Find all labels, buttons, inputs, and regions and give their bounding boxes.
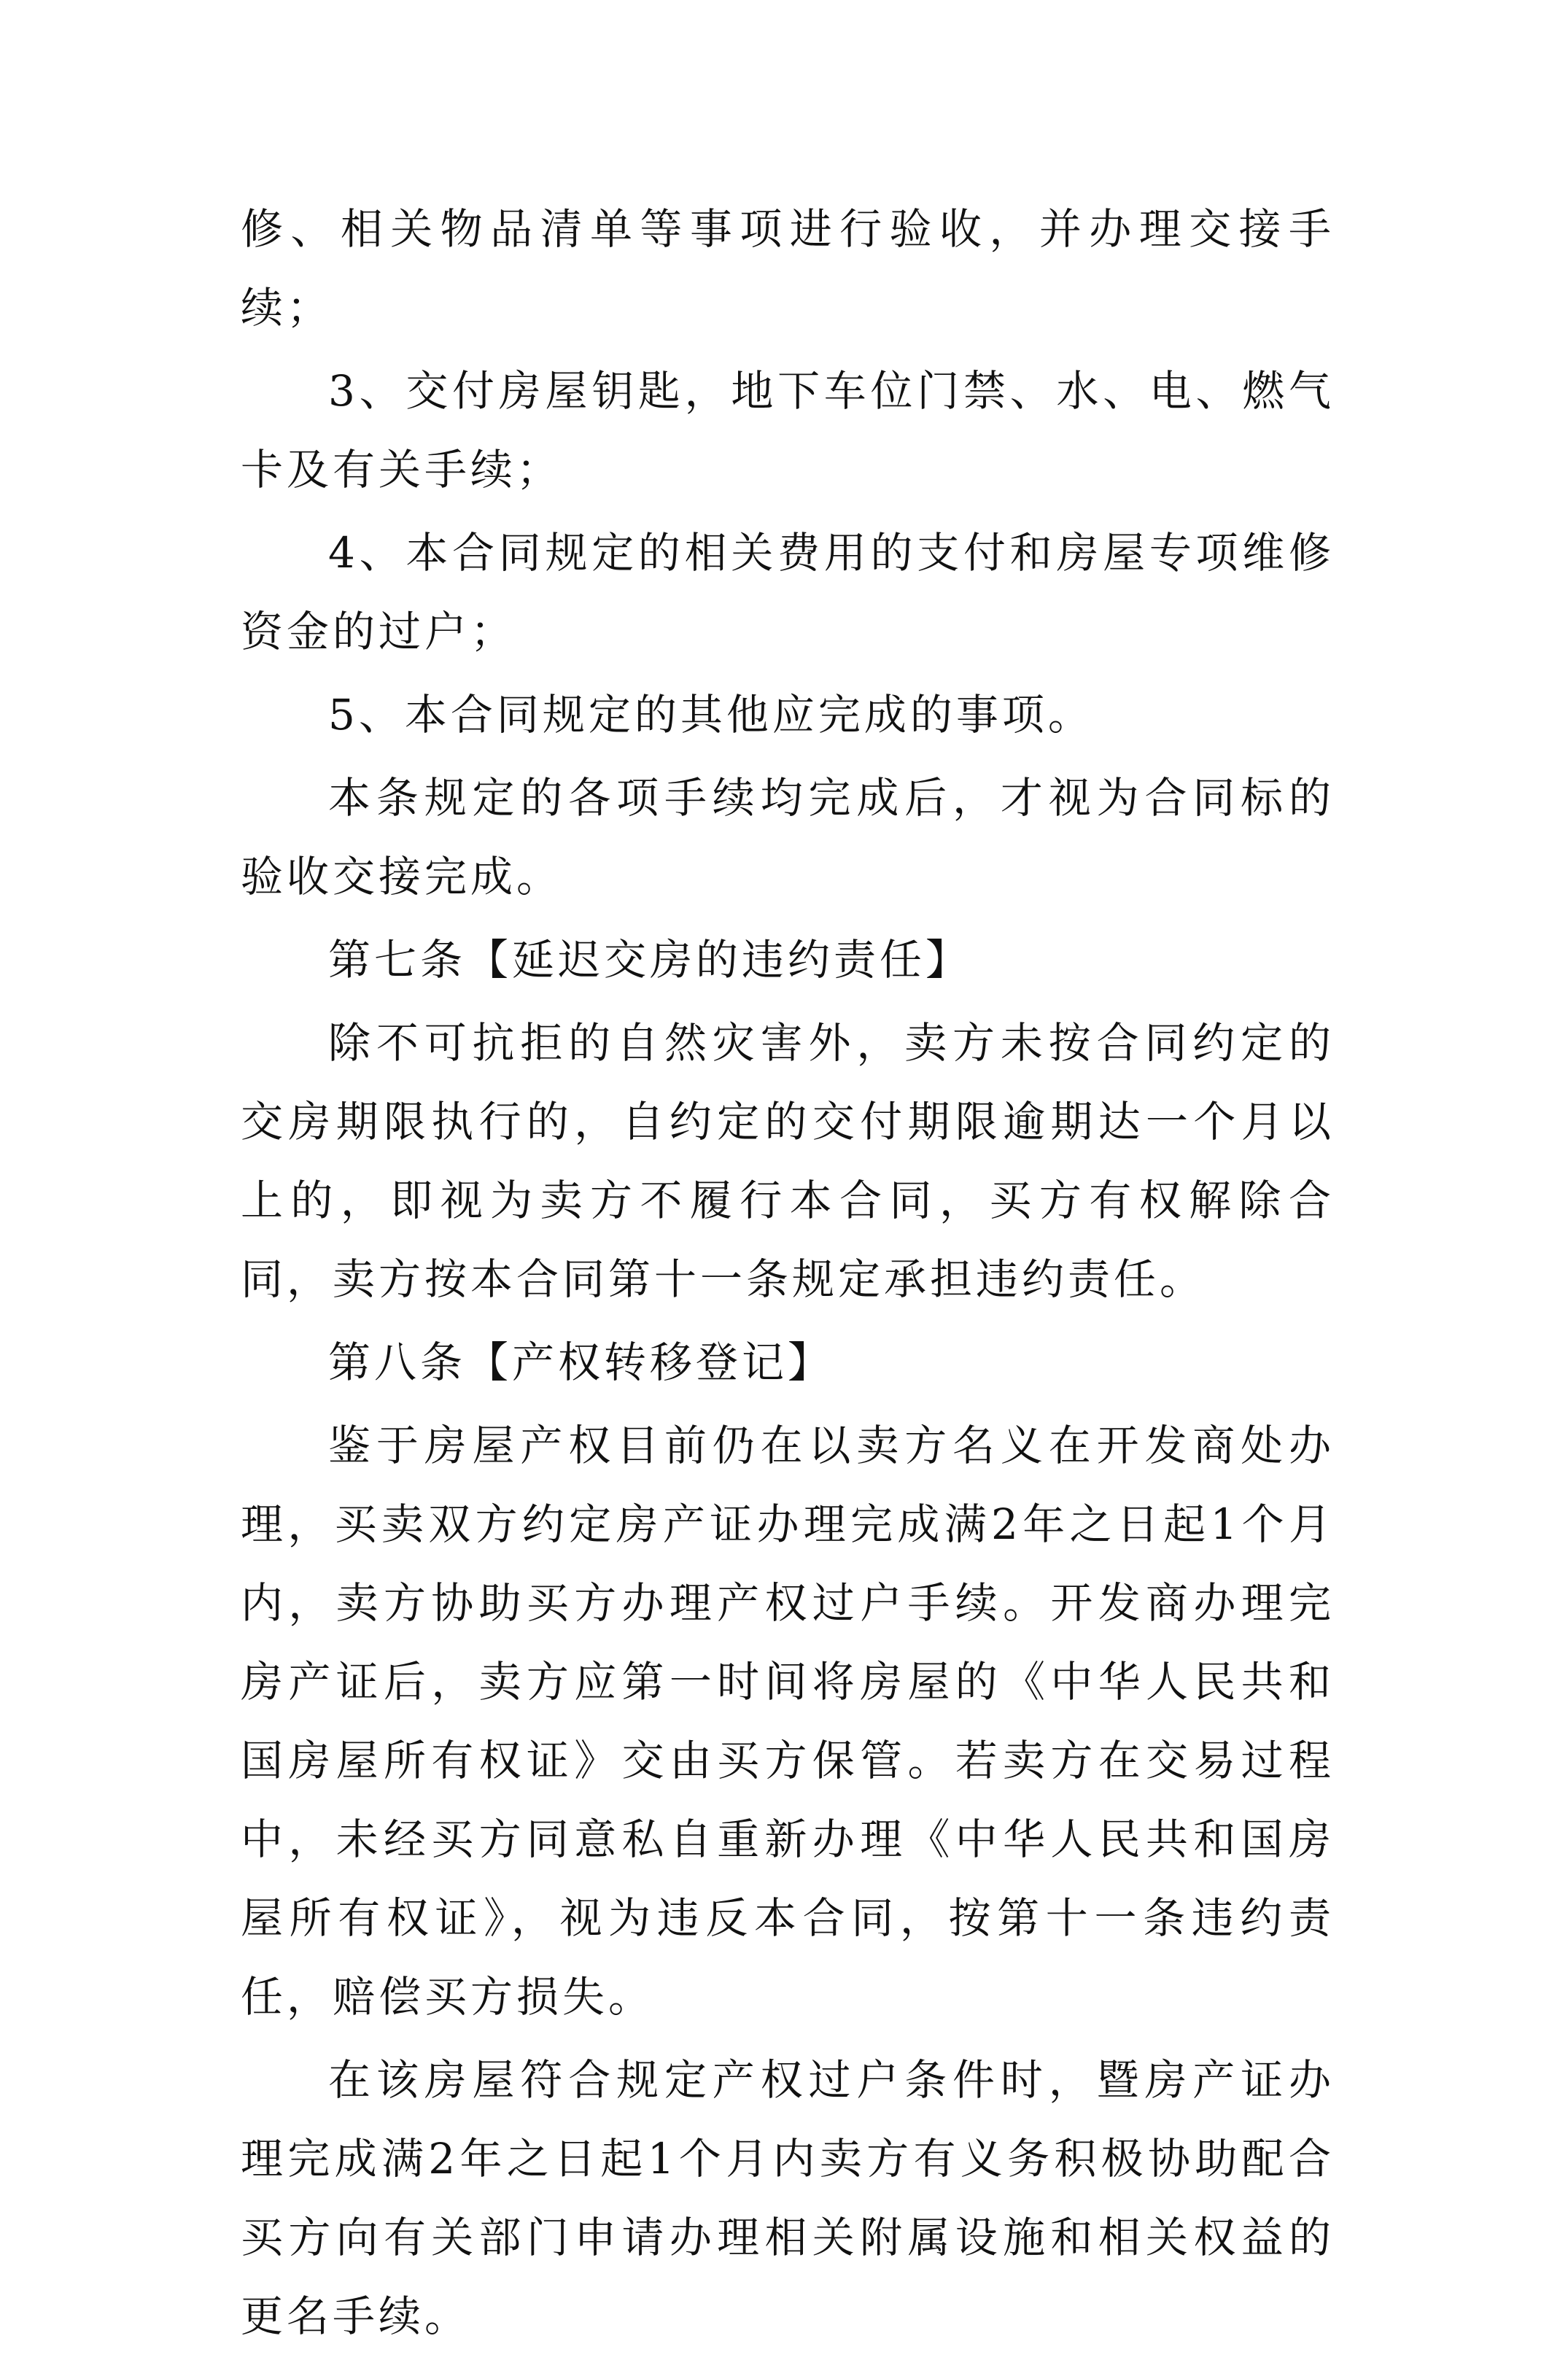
paragraph-item-5-other: 5、本合同规定的其他应完成的事项。 (328, 690, 1094, 740)
paragraph-acceptance-continued: 修、相关物品清单等事项进行验收，并办理交接手续； (241, 204, 1335, 333)
article-8-body-2: 在该房屋符合规定产权过户条件时，暨房产证办理完成满2年之日起1个月内卖方有义务积极协助配合买方向有关部门申请办理相关附属设施和相关权益的更名手续。 (241, 2055, 1335, 2341)
article-7-body: 除不可抗拒的自然灾害外，卖方未按合同约定的交房期限执行的，自约定的交付期限逾期达一个月以上的，即视为卖方不履行本合同，买方有权解除合同，卖方按本合同第十一条规定承担违约责任。 (241, 1018, 1335, 1304)
paragraph-handover-complete: 本条规定的各项手续均完成后，才视为合同标的验收交接完成。 (241, 773, 1335, 901)
paragraph-item-4-fees: 4、本合同规定的相关费用的支付和房屋专项维修资金的过户； (241, 528, 1335, 656)
article-7-heading: 第七条【延迟交房的违约责任】 (328, 935, 972, 985)
document-page (241, 190, 1335, 2360)
article-8-body: 鉴于房屋产权目前仍在以卖方名义在开发商处办理，买卖双方约定房产证办理完成满2年之日起1个月内，卖方协助买方办理产权过户手续。开发商办理完房产证后，卖方应第一时间将房屋的《中华人民共和国房屋所有权证》交由买方保管。若卖方在交易过程中，未经买方同意私自重新办理《中华人民共和国房屋所有权证》，视为违反本合同，按第十一条违约责任，赔偿买方损失。 (241, 1421, 1335, 2022)
article-8-heading: 第八条【产权转移登记】 (328, 1338, 834, 1387)
paragraph-item-3-keys: 3、交付房屋钥匙，地下车位门禁、水、电、燃气卡及有关手续； (241, 366, 1335, 494)
